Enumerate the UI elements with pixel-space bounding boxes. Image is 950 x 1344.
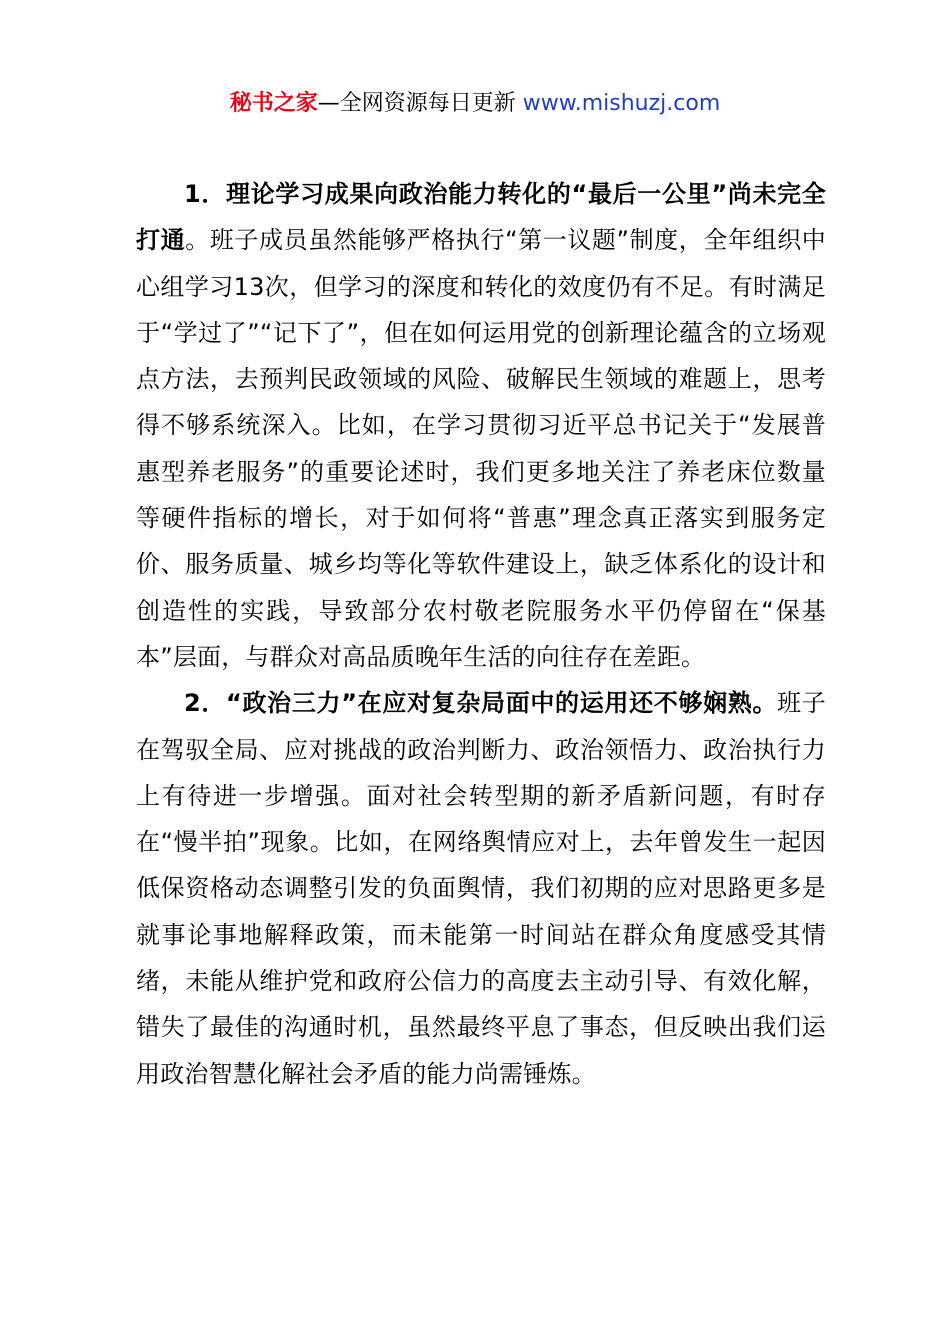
paragraph-text: 班子在驾驭全局、应对挑战的政治判断力、政治领悟力、政治执行力上有待进一步增强。面对社会转型期的新矛盾新问题，有时存在“慢半拍”现象。比如，在网络舆情应对上，去年曾发生一起因低保资格动态调整引发的负面舆情，我们初期的应对思路更多是就事论事地解释政策，而未能第一时间站在群众角度感受其情绪，未能从维护党和政府公信力的高度去主动引导、有效化解，错失了最佳的沟通时机，虽然最终平息了事态，但反映出我们运用政治智慧化解社会矛盾的能力尚需锤炼。 (136, 689, 826, 1088)
site-brand: 秘书之家 (229, 91, 318, 116)
paragraph (136, 680, 826, 1097)
paragraph (136, 171, 826, 680)
site-tagline: —全网资源每日更新 (317, 91, 516, 116)
paragraph-text: 。班子成员虽然能够严格执行“第一议题”制度，全年组织中心组学习13次，但学习的深度和转化的效度仍有不足。有时满足于“学过了”“记下了”，但在如何运用党的创新理论蕴含的立场观点方法，去预判民政领域的风险、破解民生领域的难题上，思考得不够系统深入。比如，在学习贯彻习近平总书记关于“发展普惠型养老服务”的重要论述时，我们更多地关注了养老床位数量等硬件指标的增长，对于如何将“普惠”理念真正落实到服务定价、服务质量、城乡均等化等软件建设上，缺乏体系化的设计和创造性的实践，导致部分农村敬老院服务水平仍停留在“保基本”层面，与群众对高品质晚年生活的向往存在差距。 (136, 226, 827, 671)
site-url[interactable]: www.mishuzj.com (522, 91, 721, 116)
document-body (136, 171, 826, 1097)
site-header (0, 88, 950, 120)
paragraph-heading: 1．理论学习成果向政治能力转化的“最后一公里”尚未完全打通 (136, 180, 826, 255)
paragraph-heading: 2．“政治三力”在应对复杂局面中的运用还不够娴熟。 (184, 689, 778, 718)
